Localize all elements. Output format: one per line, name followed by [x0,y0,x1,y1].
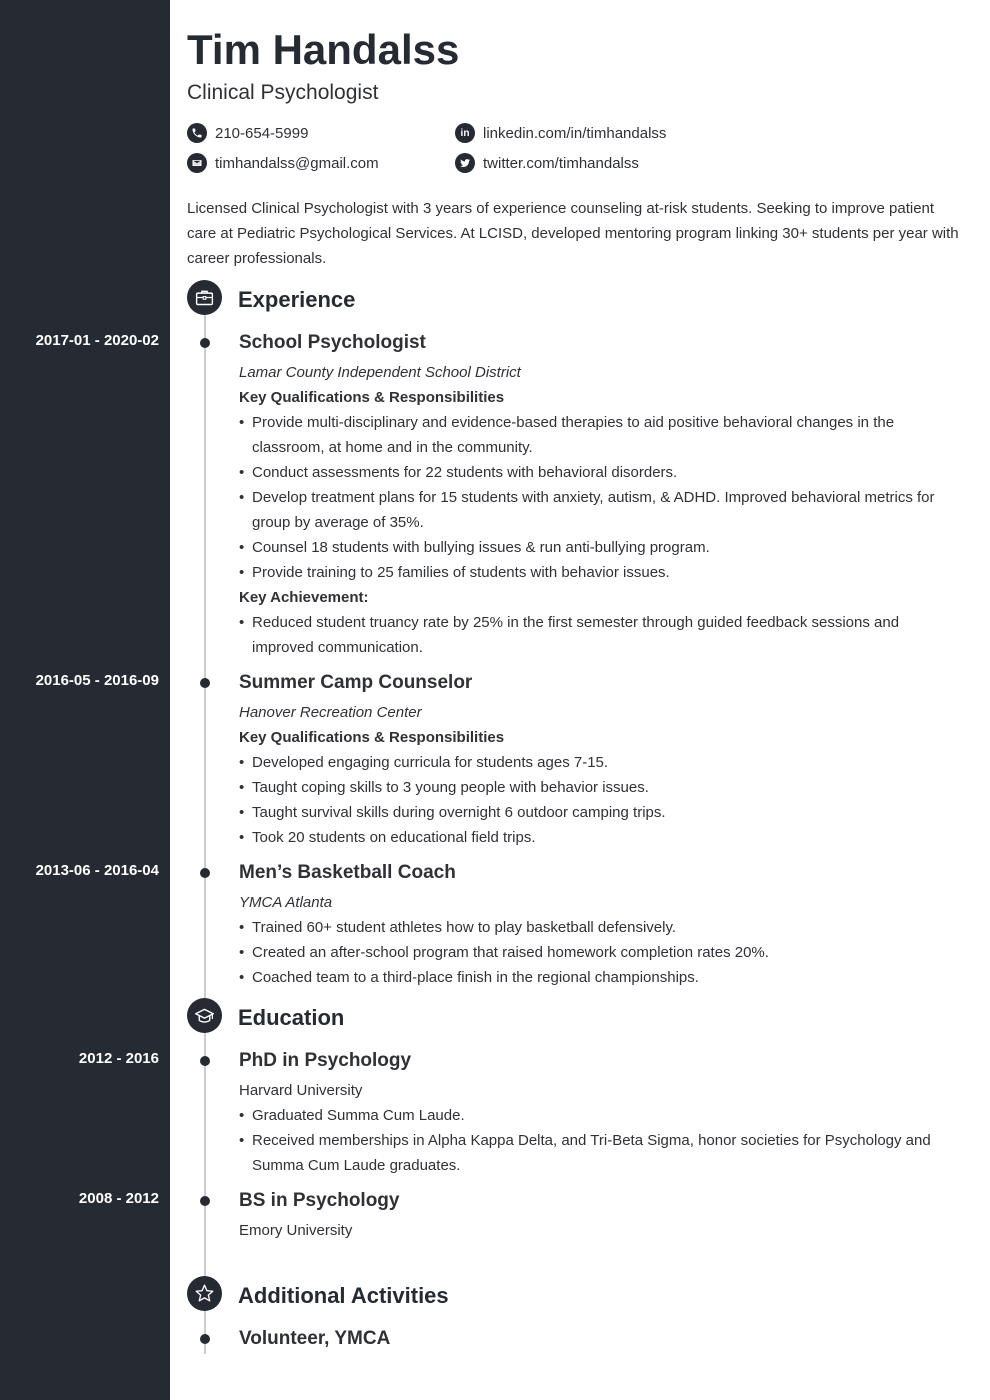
job-employer: Lamar County Independent School District [239,364,521,381]
job-bullet: • Develop treatment plans for 15 students with anxiety, autism, & ADHD. Improved behavioral metrics for group by average of 35%. [239,485,959,535]
education-date: 2012 - 2016 [78,1050,159,1067]
job-bullet: • Trained 60+ student athletes how to play basketball defensively. [239,915,959,940]
section-title-experience: Experience [238,287,356,312]
school-name: Emory University [239,1222,353,1239]
contact-phone [187,122,308,144]
candidate-title: Clinical Psychologist [187,81,379,104]
briefcase-icon [187,280,222,315]
job-bullet: • Developed engaging curricula for students ages 7-15. [239,750,959,775]
job-bullet: • Taught survival skills during overnight 6 outdoor camping trips. [239,800,959,825]
job-bullet: • Coached team to a third-place finish in the regional championships. [239,965,959,990]
job-employer: Hanover Recreation Center [239,704,422,721]
timeline-line-activities [204,1308,206,1354]
education-entry [239,1048,959,1178]
job-bullet: • Provide training to 25 families of students with behavior issues. [239,560,959,585]
job-bullets [239,750,959,850]
job-date: 2017-01 - 2020-02 [35,332,159,349]
contact-linkedin [455,122,666,144]
candidate-name: Tim Handalss [187,26,460,73]
contact-twitter [455,152,639,174]
linkedin-url: linkedin.com/in/timhandalss [483,124,667,142]
activity-entry [239,1326,959,1356]
timeline-dot [200,1334,210,1344]
twitter-url: twitter.com/timhandalss [483,154,639,172]
envelope-icon [187,153,207,173]
timeline-dot [200,1056,210,1066]
timeline-dot [200,1196,210,1206]
timeline-dot [200,338,210,348]
education-date: 2008 - 2012 [78,1190,159,1207]
qualifications-heading: Key Qualifications & Responsibilities [239,389,505,406]
timeline-line-experience [204,312,206,1002]
phone-number: 210-654-5999 [215,124,309,142]
school-name: Harvard University [239,1082,363,1099]
education-bullet: • Received memberships in Alpha Kappa Delta, and Tri-Beta Sigma, honor societies for Psychology and Summa Cum Laude graduates. [239,1128,959,1178]
education-bullet: • Graduated Summa Cum Laude. [239,1103,959,1128]
contact-email [187,152,379,174]
job-entry [239,330,959,660]
section-title-activities: Additional Activities [238,1283,449,1308]
timeline-dot [200,678,210,688]
job-title: School Psychologist [239,332,426,353]
activity-title: Volunteer, YMCA [239,1328,391,1349]
degree-title: BS in Psychology [239,1190,400,1211]
job-employer: YMCA Atlanta [239,894,333,911]
twitter-icon [455,153,475,173]
job-bullet: • Created an after-school program that raised homework completion rates 20%. [239,940,959,965]
job-title: Men’s Basketball Coach [239,862,456,883]
degree-title: PhD in Psychology [239,1050,412,1071]
linkedin-icon: in [455,123,475,143]
job-bullet: • Took 20 students on educational field trips. [239,825,959,850]
job-entry [239,860,959,990]
job-entry [239,670,959,850]
job-bullets [239,915,959,990]
star-icon [187,1276,222,1311]
timeline-line-education [204,1030,206,1280]
timeline-dot [200,868,210,878]
job-date: 2013-06 - 2016-04 [35,862,159,879]
education-bullets [239,1103,959,1178]
job-bullet: • Provide multi-disciplinary and evidence-based therapies to aid positive behavioral changes in the classroom, at home and in the community. [239,410,959,460]
achievement-heading: Key Achievement: [239,589,369,606]
job-bullet: • Conduct assessments for 22 students with behavioral disorders. [239,460,959,485]
job-bullet: • Taught coping skills to 3 young people with behavior issues. [239,775,959,800]
job-date: 2016-05 - 2016-09 [35,672,159,689]
achievement-bullets [239,610,959,660]
qualifications-heading: Key Qualifications & Responsibilities [239,729,505,746]
email-address: timhandalss@gmail.com [215,154,379,172]
job-title: Summer Camp Counselor [239,672,473,693]
section-title-education: Education [238,1005,345,1030]
summary-paragraph: Licensed Clinical Psychologist with 3 years of experience counseling at-risk students. Seeking to improve patient care at Pediatric Psychological Services. At LCISD, developed mentoring program linking 30+ students per year with career professionals. [187,200,959,267]
job-bullets [239,410,959,585]
graduation-cap-icon [187,998,222,1033]
education-entry [239,1188,959,1243]
achievement-bullet: • Reduced student truancy rate by 25% in the first semester through guided feedback sessions and improved communication. [239,610,959,660]
phone-icon [187,123,207,143]
job-bullet: • Counsel 18 students with bullying issues & run anti-bullying program. [239,535,959,560]
